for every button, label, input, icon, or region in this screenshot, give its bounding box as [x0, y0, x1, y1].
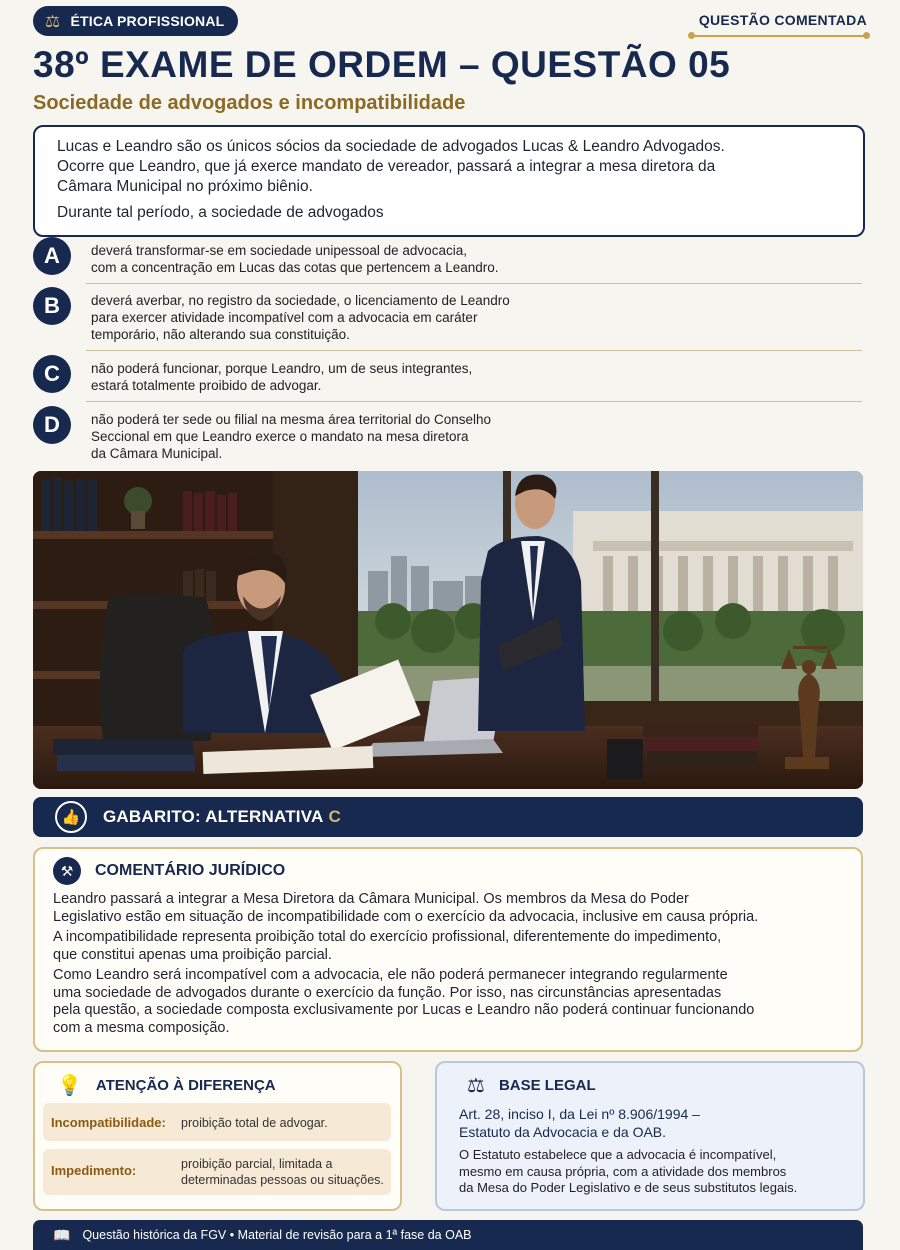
- legal-basis-title: BASE LEGAL: [498, 1077, 596, 1094]
- page-subtitle: Sociedade de advogados e incompatibilidade: [33, 92, 466, 114]
- option-text-line: Seccional em que Leandro exerce o mandato na mesa diretora: [91, 429, 469, 444]
- term-definition: proibição total de advogar.: [181, 1116, 328, 1130]
- commentary-line: que constitui apenas uma proibição parcial.: [53, 946, 332, 963]
- commentary-line: Leandro passará a integrar a Mesa Diretora da Câmara Municipal. Os membros da Mesa do Poder: [53, 891, 689, 907]
- option-letter-badge: A: [33, 237, 71, 275]
- gavel-icon: ⚒: [53, 857, 81, 885]
- category-label: ÉTICA PROFISSIONAL: [70, 13, 225, 29]
- option-d[interactable]: [33, 406, 863, 462]
- statement-line: Ocorre que Leandro, que já exerce mandato de vereador, passará a integrar a mesa diretora da: [57, 158, 716, 175]
- category-tag: [33, 6, 238, 36]
- option-divider: [86, 350, 862, 351]
- questao-comentada-label: QUESTÃO COMENTADA: [698, 12, 867, 28]
- option-c[interactable]: [33, 355, 863, 395]
- option-text-line: com a concentração em Lucas das cotas que pertencem a Leandro.: [91, 260, 499, 275]
- option-text-line: para exercer atividade incompatível com a advocacia em caráter: [91, 310, 478, 325]
- attention-title: ATENÇÃO À DIFERENÇA: [95, 1077, 276, 1094]
- statement-line: Lucas e Leandro são os únicos sócios da sociedade de advogados Lucas & Leandro Advogados.: [57, 138, 725, 155]
- book-icon: 📖: [53, 1226, 71, 1243]
- answer-label: GABARITO: ALTERNATIVA: [103, 807, 324, 826]
- term-label: Incompatibilidade:: [51, 1115, 166, 1130]
- commentary-title: COMENTÁRIO JURÍDICO: [95, 862, 286, 879]
- question-statement: [33, 125, 865, 237]
- legal-commentary: [33, 847, 863, 1052]
- option-letter-badge: B: [33, 287, 71, 325]
- option-text-line: da Câmara Municipal.: [91, 446, 223, 461]
- option-letter-badge: D: [33, 406, 71, 444]
- commentary-line: A incompatibilidade representa proibição total do exercício profissional, diferentemente do impedimento,: [53, 929, 722, 945]
- office-scene-illustration: [33, 471, 863, 789]
- divider-line: [691, 35, 867, 37]
- option-a[interactable]: [33, 237, 863, 277]
- option-divider: [86, 283, 862, 284]
- statement-line: Durante tal período, a sociedade de advogados: [57, 204, 384, 221]
- difference-row: [43, 1149, 391, 1195]
- article-reference: Art. 28, inciso I, da Lei nº 8.906/1994 – Estatuto da Advocacia e da OAB.: [459, 1106, 700, 1140]
- option-text-line: não poderá funcionar, porque Leandro, um de seus integrantes,: [91, 361, 473, 376]
- commentary-line: Como Leandro será incompatível com a advocacia, ele não poderá permanecer integrando regularmente: [53, 967, 728, 983]
- option-text-line: estará totalmente proibido de advogar.: [91, 378, 322, 393]
- option-text-line: temporário, não alterando sua constituição.: [91, 327, 350, 342]
- legal-basis-box: [435, 1061, 865, 1211]
- scales-icon: ⚖: [45, 11, 61, 31]
- footer-text: Questão histórica da FGV • Material de revisão para a 1ª fase da OAB: [82, 1228, 472, 1242]
- difference-row: [43, 1103, 391, 1141]
- commentary-line: uma sociedade de advogados durante o exercício da função. Por isso, nas circunstâncias apresentadas: [53, 984, 722, 1001]
- term-definition: proibição parcial, limitada a determinadas pessoas ou situações.: [181, 1157, 384, 1187]
- scales-icon: ⚖: [467, 1075, 485, 1097]
- legal-basis-description: O Estatuto estabelece que a advocacia é incompatível, mesmo em causa própria, com a atividade dos membros da Mesa do Poder Legislativo e de seus substitutos legais.: [459, 1147, 798, 1195]
- term-label: Impedimento:: [51, 1163, 137, 1178]
- option-letter-badge: C: [33, 355, 71, 393]
- lightbulb-icon: 💡: [57, 1075, 82, 1097]
- thumbs-up-icon: 👍: [55, 801, 87, 833]
- statement-line: Câmara Municipal no próximo biênio.: [57, 178, 313, 195]
- option-text-line: não poderá ter sede ou filial na mesma área territorial do Conselho: [91, 412, 491, 427]
- option-b[interactable]: [33, 287, 863, 343]
- option-text-line: deverá averbar, no registro da sociedade, o licenciamento de Leandro: [91, 293, 510, 308]
- commentary-line: Legislativo estão em situação de incompatibilidade com o exercício da advocacia, inclusive em causa própria.: [53, 908, 759, 925]
- pen-holder: [607, 739, 643, 779]
- commentary-line: pela questão, a sociedade composta exclusivamente por Lucas e Leandro não poderá continuar funcionando: [53, 1002, 755, 1018]
- option-text-line: deverá transformar-se em sociedade unipessoal de advocacia,: [91, 243, 467, 258]
- commentary-line: com a mesma composição.: [53, 1019, 230, 1036]
- footer-bar: [33, 1220, 863, 1250]
- answer-banner: [33, 797, 863, 837]
- option-divider: [86, 401, 862, 402]
- attention-box: [33, 1061, 402, 1211]
- page-title: 38º EXAME DE ORDEM – QUESTÃO 05: [33, 44, 731, 85]
- answer-letter: C: [328, 807, 341, 826]
